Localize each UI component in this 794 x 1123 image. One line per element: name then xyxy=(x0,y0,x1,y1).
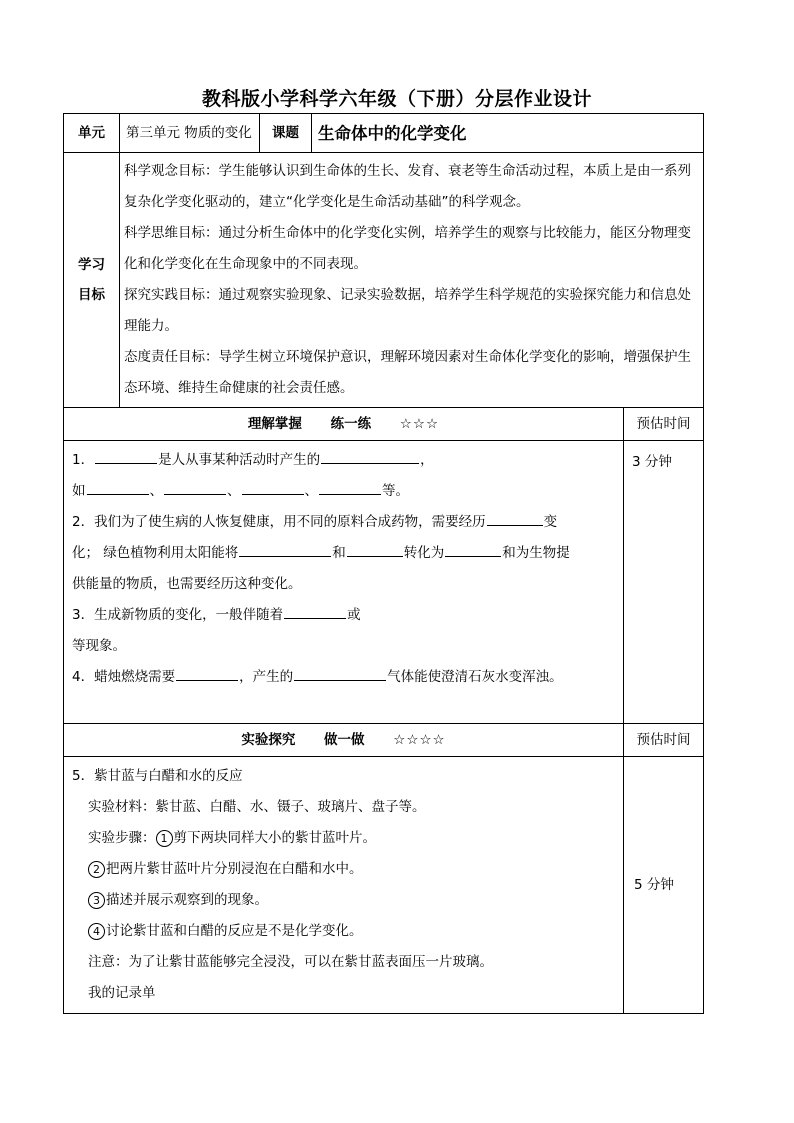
step-number-badge: 2 xyxy=(88,861,105,878)
step-number-badge: 4 xyxy=(88,923,105,940)
unit-row xyxy=(64,114,704,153)
section1-title xyxy=(64,408,624,441)
section1-body-row xyxy=(64,441,704,724)
question-1-line1: 1． 是人从事某种活动时产生的 ， xyxy=(72,445,615,476)
answer-blank[interactable] xyxy=(445,540,501,557)
question-2-line2: 化； 绿色植物利用太阳能将 和 转化为 和为生物提 xyxy=(72,538,615,569)
section1-title-b: 练一练 xyxy=(330,415,372,432)
question-2-line3: 供能量的物质，也需要经历这种变化。 xyxy=(72,576,302,592)
topic-value: 生命体中的化学变化 xyxy=(312,114,704,153)
answer-blank[interactable] xyxy=(239,540,331,557)
answer-blank[interactable] xyxy=(242,478,304,495)
question-3-line2: 等现象。 xyxy=(72,638,126,654)
answer-blank[interactable] xyxy=(347,540,403,557)
question-4: 4．蜡烛燃烧需要 ，产生的 气体能使澄清石灰水变浑浊。 xyxy=(72,662,615,693)
answer-blank[interactable] xyxy=(87,478,149,495)
question-3-line1: 3．生成新物质的变化，一般伴随着 或 xyxy=(72,600,615,631)
section2-stars: ☆☆☆☆ xyxy=(393,731,446,748)
section2-time: 5 分钟 xyxy=(624,757,704,1014)
section2-title xyxy=(64,724,624,757)
answer-blank[interactable] xyxy=(164,478,226,495)
question-2-line1: 2．我们为了使生病的人恢复健康，用不同的原料合成药物，需要经历 变 xyxy=(72,507,615,538)
section1-stars: ☆☆☆ xyxy=(399,415,440,432)
section2-title-a: 实验探究 xyxy=(241,731,296,748)
experiment-materials: 实验材料：紫甘蓝、白醋、水、镊子、玻璃片、盘子等。 xyxy=(88,799,426,815)
answer-blank[interactable] xyxy=(319,478,381,495)
worksheet-table xyxy=(63,113,704,1014)
experiment-step-4: 4 讨论紫甘蓝和白醋的反应是不是化学变化。 xyxy=(72,916,615,947)
answer-blank[interactable] xyxy=(95,447,157,464)
section2-title-b: 做一做 xyxy=(324,731,365,748)
record-sheet-label: 我的记录单 xyxy=(88,985,156,1001)
experiment-step-2: 2 把两片紫甘蓝叶片分别浸泡在白醋和水中。 xyxy=(72,854,615,885)
section1-questions xyxy=(64,441,624,724)
section2-body-row xyxy=(64,757,704,1014)
section2-content xyxy=(64,757,624,1014)
objectives-label-line1: 学习 xyxy=(78,257,105,273)
section2-header-row xyxy=(64,724,704,757)
experiment-step-3: 3 描述并展示观察到的现象。 xyxy=(72,885,615,916)
section1-header-row xyxy=(64,408,704,441)
objectives-label xyxy=(64,153,120,408)
step-number-badge: 3 xyxy=(88,892,105,909)
answer-blank[interactable] xyxy=(176,664,238,681)
topic-label: 课题 xyxy=(260,114,312,153)
objective-inquiry-practice: 探究实践目标：通过观察实验现象、记录实验数据，培养学生科学规范的实验探究能力和信息处理能力。 xyxy=(124,287,691,334)
experiment-step-1: 实验步骤： 1 剪下两块同样大小的紫甘蓝叶片。 xyxy=(88,830,376,846)
question-5-title: 5．紫甘蓝与白醋和水的反应 xyxy=(72,768,243,784)
objectives-label-line2: 目标 xyxy=(78,287,105,303)
step-number-badge: 1 xyxy=(156,830,173,847)
section1-time-header: 预估时间 xyxy=(624,408,704,441)
objective-attitude-responsibility: 态度责任目标：导学生树立环境保护意识，理解环境因素对生命体化学变化的影响，增强保护生态环境、维持生命健康的社会责任感。 xyxy=(124,349,691,396)
objectives-row xyxy=(64,153,704,408)
objectives-text xyxy=(120,153,704,408)
section1-title-a: 理解掌握 xyxy=(247,415,302,432)
answer-blank[interactable] xyxy=(294,664,386,681)
answer-blank[interactable] xyxy=(321,447,419,464)
question-1-line2: 如 、 、 、 等。 xyxy=(72,476,615,507)
section1-time: 3 分钟 xyxy=(624,441,704,724)
objective-science-thinking: 科学思维目标：通过分析生命体中的化学变化实例，培养学生的观察与比较能力，能区分物理变化和化学变化在生命现象中的不同表现。 xyxy=(124,225,691,272)
answer-blank[interactable] xyxy=(487,509,543,526)
page-title: 教科版小学科学六年级（下册）分层作业设计 xyxy=(201,88,592,110)
answer-blank[interactable] xyxy=(284,602,346,619)
unit-value: 第三单元 物质的变化 xyxy=(120,114,260,153)
experiment-note: 注意：为了让紫甘蓝能够完全浸没，可以在紫甘蓝表面压一片玻璃。 xyxy=(88,954,493,970)
unit-label: 单元 xyxy=(64,114,120,153)
objective-science-concept: 科学观念目标：学生能够认识到生命体的生长、发育、衰老等生命活动过程，本质上是由一系列复杂化学变化驱动的，建立“化学变化是生命活动基础”的科学观念。 xyxy=(124,163,691,210)
section2-time-header: 预估时间 xyxy=(624,724,704,757)
